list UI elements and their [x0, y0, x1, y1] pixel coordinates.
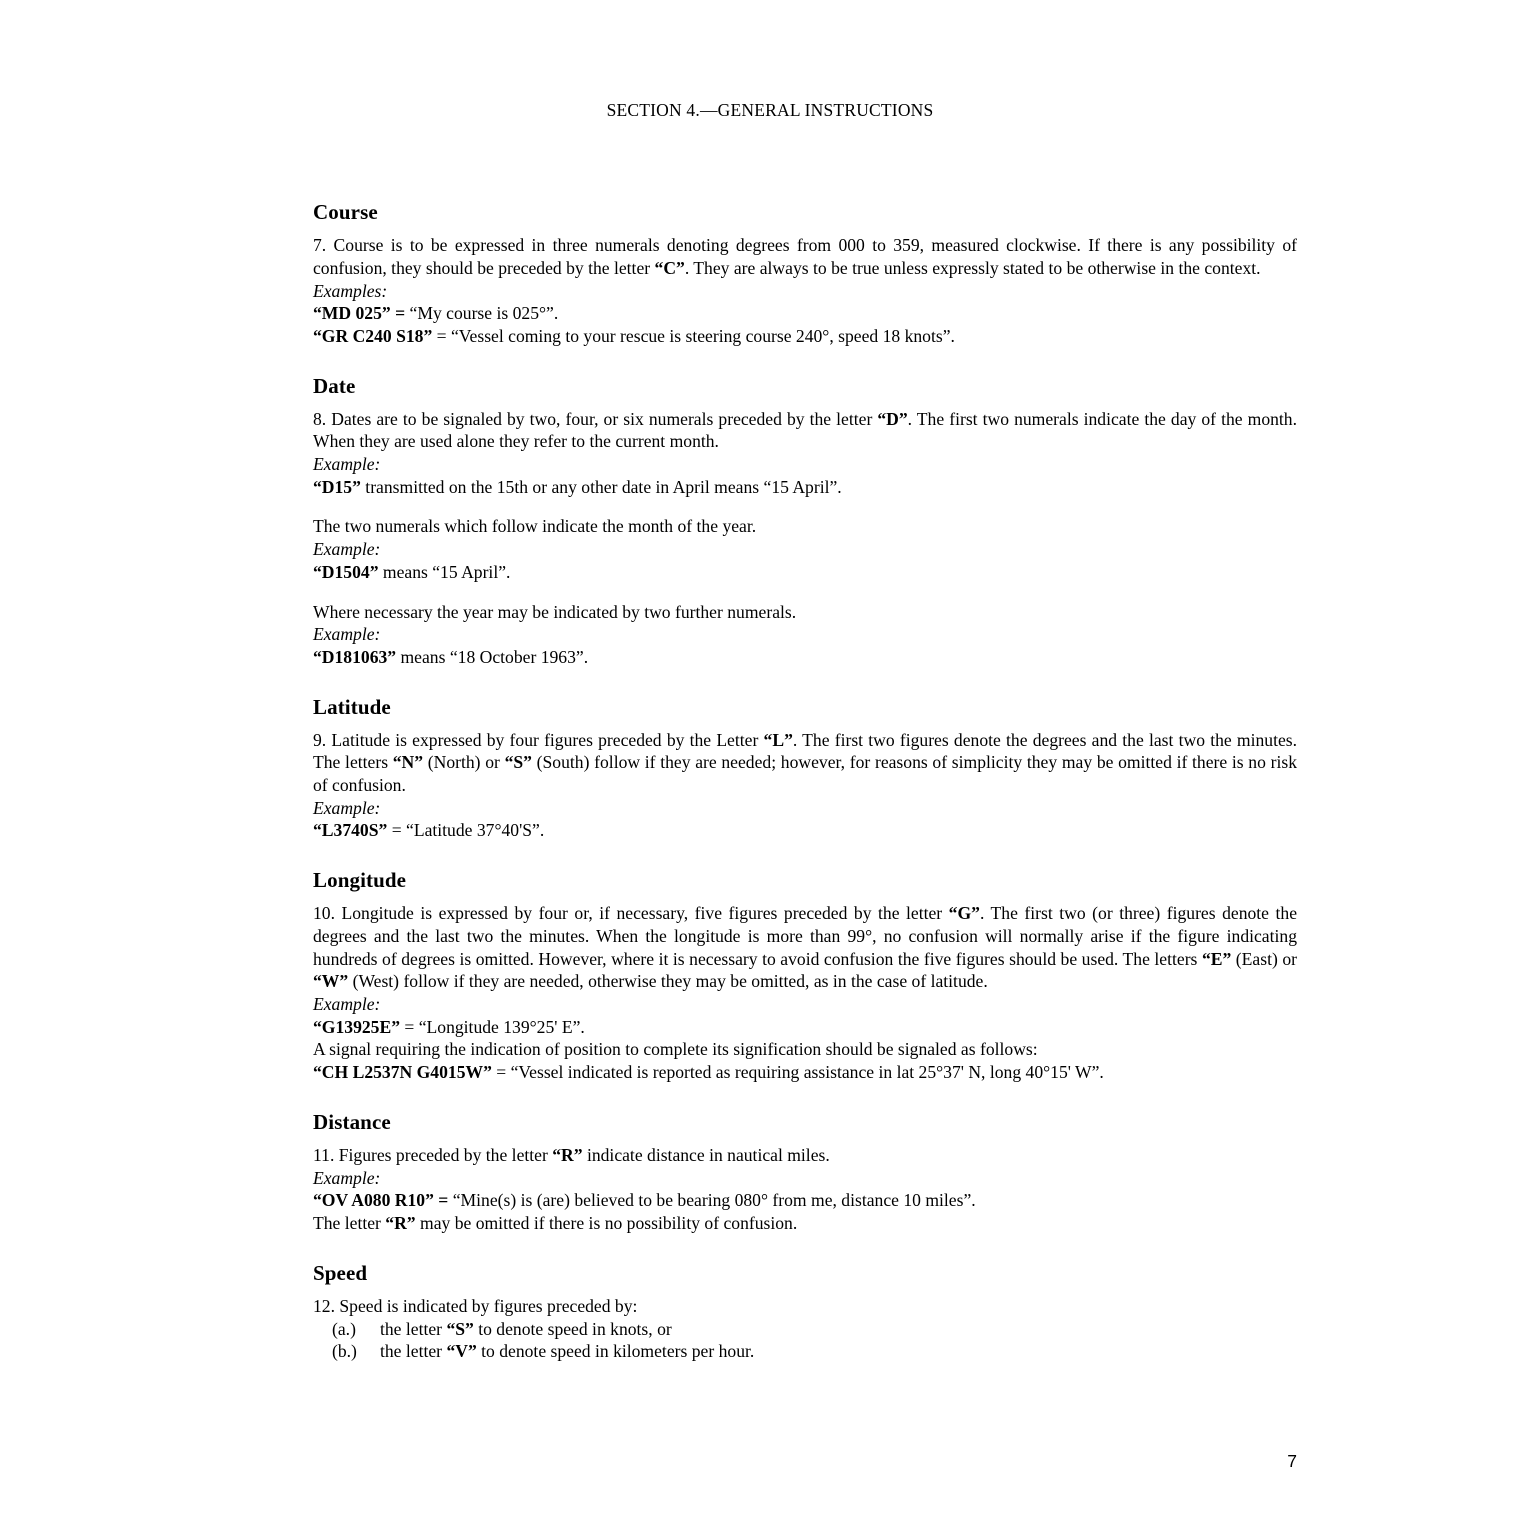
text-run: to denote speed in knots, or: [473, 1318, 672, 1339]
text-run-bold: “S”: [504, 752, 532, 773]
example-code: “L3740S”: [313, 820, 388, 841]
text-run: to denote speed in kilometers per hour.: [476, 1341, 755, 1362]
subgroup-label: Example:: [313, 539, 381, 560]
subgroup-intro: The two numerals which follow indicate the month of the year.: [313, 516, 757, 537]
example-code: “GR C240 S18”: [313, 325, 433, 346]
paragraph-longitude: [313, 902, 1297, 993]
spacer: [313, 498, 1297, 515]
section-course: [313, 200, 1297, 348]
examples-label-course: Examples:: [313, 280, 388, 301]
page-number: 7: [1287, 1451, 1297, 1471]
examples-label-distance: Example:: [313, 1167, 381, 1188]
closing-note-distance: [313, 1212, 1297, 1235]
text-run: The letter: [313, 1213, 386, 1234]
text-run-bold: “G”: [948, 903, 980, 924]
example-text: = “Latitude 37°40'S”.: [387, 820, 545, 841]
text-run-bold: “R”: [552, 1144, 583, 1165]
list-marker: (b.): [332, 1341, 357, 1362]
text-run-bold: “S”: [446, 1318, 474, 1339]
text-run: indicate distance in nautical miles.: [582, 1144, 830, 1165]
text-run: 9. Latitude is expressed by four figures preceded by the Letter: [313, 729, 764, 750]
spacer: [313, 584, 1297, 601]
section-date: [313, 374, 1297, 669]
examples-label-latitude: Example:: [313, 797, 381, 818]
text-run: 7. Course is to be expressed in three numerals denoting degrees from 000 to 359, measured clockwise. If there is any possibility of confusion, they should be preceded by the letter: [313, 235, 1297, 278]
text-run-bold: “D”: [877, 408, 908, 429]
text-run: (West) follow if they are needed, otherwise they may be omitted, as in the case of latitude.: [348, 971, 988, 992]
subgroup-label: Example:: [313, 624, 381, 645]
list-item: [313, 1340, 1297, 1363]
example-line: [313, 1061, 1297, 1084]
text-run: the letter: [380, 1341, 447, 1362]
example-text: = “Longitude 139°25' E”.: [400, 1016, 585, 1037]
text-run: . The first two figures denote the degrees and the last two the minutes. The letters: [313, 729, 1298, 773]
text-run-bold: “W”: [313, 971, 349, 992]
section-latitude: [313, 695, 1297, 843]
text-run-bold: “C”: [654, 257, 685, 278]
section-heading-distance: Distance: [313, 1109, 391, 1134]
example-line: [313, 1016, 1297, 1039]
text-run: may be omitted if there is no possibility of confusion.: [415, 1213, 798, 1234]
paragraph-speed: 12. Speed is indicated by figures preceded by:: [313, 1295, 638, 1316]
example-text: “Mine(s) is (are) believed to be bearing 080° from me, distance 10 miles”.: [448, 1190, 976, 1211]
section-longitude: [313, 868, 1297, 1084]
example-text: = “Vessel indicated is reported as requiring assistance in lat 25°37' N, long 40°15' W”.: [491, 1062, 1104, 1083]
text-run: the letter: [380, 1318, 447, 1339]
text-run: . They are always to be true unless expressly stated to be otherwise in the context.: [684, 257, 1261, 278]
example-code: “CH L2537N G4015W”: [313, 1062, 492, 1083]
text-run: 10. Longitude is expressed by four or, if necessary, five figures preceded by the letter: [313, 903, 949, 924]
paragraph-latitude: [313, 729, 1297, 797]
text-run: . The first two numerals indicate the day of the month. When they are used alone they refer to the current month.: [313, 408, 1297, 452]
section-heading-longitude: Longitude: [313, 868, 407, 893]
running-head: SECTION 4.—GENERAL INSTRUCTIONS: [606, 100, 934, 120]
text-run: 11. Figures preceded by the letter: [313, 1144, 553, 1165]
example-text: means “15 April”.: [378, 561, 511, 582]
section-heading-date: Date: [313, 373, 356, 398]
extra-note-longitude: A signal requiring the indication of position to complete its signification should be signaled as follows:: [313, 1039, 1038, 1060]
example-line: [313, 1189, 1297, 1212]
text-run: (East) or: [1231, 948, 1297, 969]
text-run-bold: “L”: [763, 729, 793, 750]
speed-options-list: [313, 1318, 1297, 1363]
example-text: transmitted on the 15th or any other date in April means “15 April”.: [360, 476, 842, 497]
example-code: “D15”: [313, 476, 361, 497]
list-text: [380, 1318, 672, 1341]
example-line: [313, 476, 1297, 499]
example-line: [313, 325, 1297, 348]
section-heading-speed: Speed: [313, 1260, 368, 1285]
section-distance: [313, 1110, 1297, 1235]
example-code: “D181063”: [313, 646, 397, 667]
example-text: “My course is 025°”.: [405, 303, 559, 324]
example-code: “D1504”: [313, 561, 379, 582]
example-code: “MD 025” =: [313, 303, 406, 324]
text-run: (South) follow if they are needed; however, for reasons of simplicity they may be omitted if there is no risk of confusion.: [313, 752, 1297, 796]
example-line: [313, 819, 1297, 842]
subgroup-intro: Where necessary the year may be indicated by two further numerals.: [313, 601, 797, 622]
text-run: 8. Dates are to be signaled by two, four, or six numerals preceded by the letter: [313, 408, 878, 429]
list-text: [380, 1340, 754, 1363]
section-speed: [313, 1261, 1297, 1363]
text-run: . The first two (or three) figures denote the degrees and the last two the minutes. When the longitude is more than 99°, no confusion will normally arise if the figure indicating hundreds of degrees is omitted. However, where it is necessary to avoid confusion the five figures should be used. The letters: [313, 903, 1297, 969]
text-run-bold: “E”: [1201, 948, 1232, 969]
example-code: “OV A080 R10” =: [313, 1190, 449, 1211]
example-line: [313, 646, 1297, 669]
example-code: “G13925E”: [313, 1016, 400, 1037]
example-line: [313, 302, 1297, 325]
examples-label-longitude: Example:: [313, 994, 381, 1015]
list-marker: (a.): [332, 1318, 356, 1339]
example-line: [313, 561, 1297, 584]
page-content: [313, 200, 1297, 1363]
text-run-bold: “V”: [446, 1341, 477, 1362]
example-text: means “18 October 1963”.: [396, 646, 589, 667]
section-heading-course: Course: [313, 200, 378, 224]
example-text: = “Vessel coming to your rescue is steering course 240°, speed 18 knots”.: [432, 325, 955, 346]
examples-label-date: Example:: [313, 454, 381, 475]
section-heading-latitude: Latitude: [313, 694, 391, 719]
paragraph-date: [313, 408, 1297, 453]
text-run: (North) or: [423, 752, 505, 773]
text-run-bold: “R”: [385, 1213, 416, 1234]
text-run-bold: “N”: [392, 752, 424, 773]
list-item: [313, 1318, 1297, 1341]
paragraph-distance: [313, 1144, 1297, 1167]
paragraph-course: [313, 234, 1297, 279]
